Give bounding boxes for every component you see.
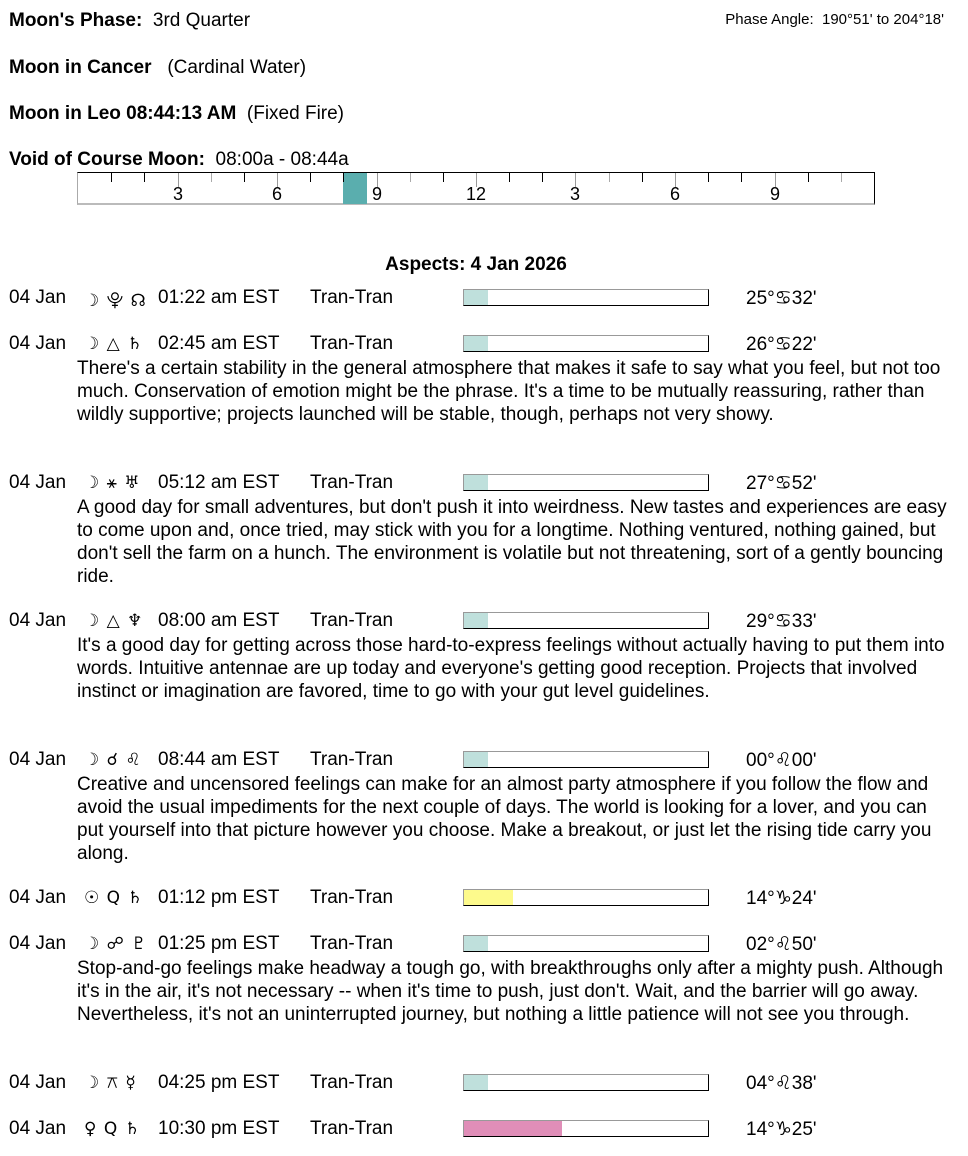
timeline-hour-label: 9 [371, 184, 383, 204]
aspect-date: 04 Jan [9, 287, 67, 308]
moon-sign-1-quality: (Cardinal Water) [167, 57, 307, 78]
timeline-tick [642, 173, 643, 182]
aspect-date: 04 Jan [9, 887, 67, 908]
timeline-tick [741, 173, 742, 182]
aspect-strength-fill [464, 936, 488, 951]
aspect-entry [0, 749, 968, 865]
aspect-type: Tran-Tran [310, 472, 394, 493]
moon-sign-1: Moon in Cancer [9, 57, 152, 78]
aspect-position: 14°♑25' [746, 1119, 817, 1140]
aspect-strength-fill [464, 613, 488, 628]
timeline-tick [443, 173, 444, 182]
aspect-strength-fill [464, 1121, 562, 1136]
aspect-position: 29°♋33' [746, 611, 817, 632]
aspect-time: 01:25 pm EST [158, 933, 280, 954]
aspect-row [0, 887, 968, 911]
timeline-tick [410, 173, 411, 182]
phase-angle-label: Phase Angle: [725, 11, 814, 28]
aspect-date: 04 Jan [9, 1118, 67, 1139]
phase-angle-value: 190°51' to 204°18' [822, 11, 944, 28]
aspect-entry [0, 933, 968, 1026]
phase-angle [725, 11, 944, 28]
aspect-description: A good day for small adventures, but don't push it into weirdness. New tastes and experiences are easy to come upon and, once tried, may stick with you for a longtime. Nothing ventured, nothing gained, but don't sell the farm on a hunch. The environment is volatile but not threatening, sort of a gently bouncing ride. [77, 497, 947, 587]
aspect-glyphs-icon: ☽ ☍ ♇ [84, 934, 148, 954]
aspect-position: 26°♋22' [746, 334, 817, 355]
aspect-strength-fill [464, 1075, 488, 1090]
aspect-time: 04:25 pm EST [158, 1072, 280, 1093]
aspect-entry [0, 610, 968, 703]
void-period-block [343, 173, 367, 204]
timeline-hour-label: 12 [465, 184, 487, 204]
timeline-tick [808, 173, 809, 182]
aspect-entry [0, 472, 968, 588]
aspect-strength-bar [463, 1120, 709, 1137]
aspect-type: Tran-Tran [310, 887, 394, 908]
aspect-glyphs-icon: ☽ ⯓ ☊ [84, 291, 147, 311]
timeline-tick [244, 173, 245, 182]
aspect-description: It's a good day for getting across those hard-to-express feelings without actually having to put them into words. Intuitive antennae are up today and everyone's getting good reception. Projects that involved instinct or imagination are favored, time to go with your gut level guidelines. [77, 635, 945, 702]
aspect-position: 04°♌38' [746, 1073, 817, 1094]
aspect-description: Creative and uncensored feelings can make for an almost party atmosphere if you follow the flow and avoid the usual impediments for the next couple of days. The world is looking for a lover, and you can put yourself into that picture however you choose. Make a breakout, or just let the rising tide carry you along. [77, 774, 932, 864]
aspect-row [0, 333, 968, 357]
aspects-title: Aspects: 4 Jan 2026 [385, 254, 567, 275]
aspect-date: 04 Jan [9, 472, 67, 493]
aspect-date: 04 Jan [9, 333, 67, 354]
aspect-type: Tran-Tran [310, 1118, 394, 1139]
aspect-strength-bar [463, 335, 709, 352]
timeline-tick [144, 173, 145, 182]
aspect-type: Tran-Tran [310, 610, 394, 631]
aspect-glyphs-icon: ☽ ⚹ ♅ [84, 473, 141, 493]
aspect-strength-bar [463, 751, 709, 768]
aspect-strength-fill [464, 890, 513, 905]
aspect-type: Tran-Tran [310, 1072, 394, 1093]
aspect-time: 05:12 am EST [158, 472, 280, 493]
void-label: Void of Course Moon: [9, 149, 205, 170]
aspect-row [0, 749, 968, 773]
aspect-position: 14°♑24' [746, 888, 817, 909]
aspect-row [0, 472, 968, 496]
aspect-strength-fill [464, 290, 488, 305]
timeline-tick [310, 173, 311, 182]
aspect-row [0, 1118, 968, 1142]
aspect-entry [0, 887, 968, 911]
timeline-tick [542, 173, 543, 182]
aspect-strength-bar [463, 474, 709, 491]
aspect-date: 04 Jan [9, 610, 67, 631]
timeline-hour-label: 6 [271, 184, 283, 204]
void-timeline [77, 172, 875, 205]
aspect-time: 02:45 am EST [158, 333, 280, 354]
timeline-hour-label: 6 [669, 184, 681, 204]
timeline-tick [111, 173, 112, 182]
timeline-hour-label: 9 [769, 184, 781, 204]
void-value: 08:00a - 08:44a [215, 149, 349, 170]
aspect-entry [0, 1118, 968, 1142]
timeline-tick [509, 173, 510, 182]
aspect-row [0, 287, 968, 311]
timeline-hour-label: 3 [569, 184, 581, 204]
moon-sign-line-1 [9, 57, 306, 79]
aspect-strength-bar [463, 289, 709, 306]
aspect-time: 08:44 am EST [158, 749, 280, 770]
moon-sign-2: Moon in Leo 08:44:13 AM [9, 103, 237, 124]
aspect-strength-bar [463, 612, 709, 629]
aspect-position: 25°♋32' [746, 288, 817, 309]
aspect-type: Tran-Tran [310, 333, 394, 354]
aspect-description: Stop-and-go feelings make headway a tough go, with breakthroughs only after a mighty push. Although it's in the air, it's not necessary -- when it's time to push, just don't. Wait, and the barrier will go away. Nevertheless, it's not an uninterrupted journey, but nothing a little patience will not see you through. [77, 958, 944, 1025]
aspect-glyphs-icon: ☽ ☌ ♌ [84, 750, 142, 770]
aspect-entry [0, 287, 968, 311]
aspect-row [0, 933, 968, 957]
aspect-strength-bar [463, 935, 709, 952]
timeline-tick [708, 173, 709, 182]
aspect-date: 04 Jan [9, 933, 67, 954]
aspect-glyphs-icon: ☉ Q ♄ [84, 888, 144, 908]
aspect-time: 01:12 pm EST [158, 887, 280, 908]
aspect-date: 04 Jan [9, 1072, 67, 1093]
aspect-position: 02°♌50' [746, 934, 817, 955]
aspect-strength-bar [463, 889, 709, 906]
aspect-entry [0, 333, 968, 426]
aspect-description: There's a certain stability in the general atmosphere that makes it safe to say what you feel, but not too much. Conservation of emotion might be the phrase. It's a time to be mutually reassuring, rather than wildly supportive; projects launched will be stable, though, perhaps not very showy. [77, 358, 941, 425]
aspect-type: Tran-Tran [310, 749, 394, 770]
moon-phase-line [9, 10, 250, 32]
moon-phase-label: Moon's Phase: [9, 10, 143, 31]
aspect-strength-bar [463, 1074, 709, 1091]
aspect-glyphs-icon: ☽ △ ♆ [84, 611, 144, 631]
aspect-strength-fill [464, 475, 488, 490]
timeline-tick [609, 173, 610, 182]
aspect-glyphs-icon: ☽ ⚻ ☿ [84, 1073, 137, 1093]
aspect-type: Tran-Tran [310, 933, 394, 954]
aspect-strength-fill [464, 752, 488, 767]
timeline-tick [343, 173, 344, 182]
aspect-type: Tran-Tran [310, 287, 394, 308]
aspect-glyphs-icon: ☽ △ ♄ [84, 334, 144, 354]
aspect-time: 01:22 am EST [158, 287, 280, 308]
aspect-row [0, 610, 968, 634]
timeline-tick [211, 173, 212, 182]
moon-sign-2-quality: (Fixed Fire) [246, 103, 345, 124]
moon-phase-value: 3rd Quarter [152, 10, 251, 31]
aspect-entry [0, 1072, 968, 1096]
aspect-time: 10:30 pm EST [158, 1118, 280, 1139]
aspect-strength-fill [464, 336, 488, 351]
aspect-row [0, 1072, 968, 1096]
void-of-course-line [9, 149, 349, 171]
timeline-tick [841, 173, 842, 182]
moon-sign-line-2 [9, 103, 344, 125]
timeline-hour-label: 3 [172, 184, 184, 204]
aspect-time: 08:00 am EST [158, 610, 280, 631]
aspect-position: 27°♋52' [746, 473, 817, 494]
aspect-position: 00°♌00' [746, 750, 817, 771]
aspect-date: 04 Jan [9, 749, 67, 770]
aspect-glyphs-icon: ♀ Q ♄ [84, 1119, 141, 1139]
